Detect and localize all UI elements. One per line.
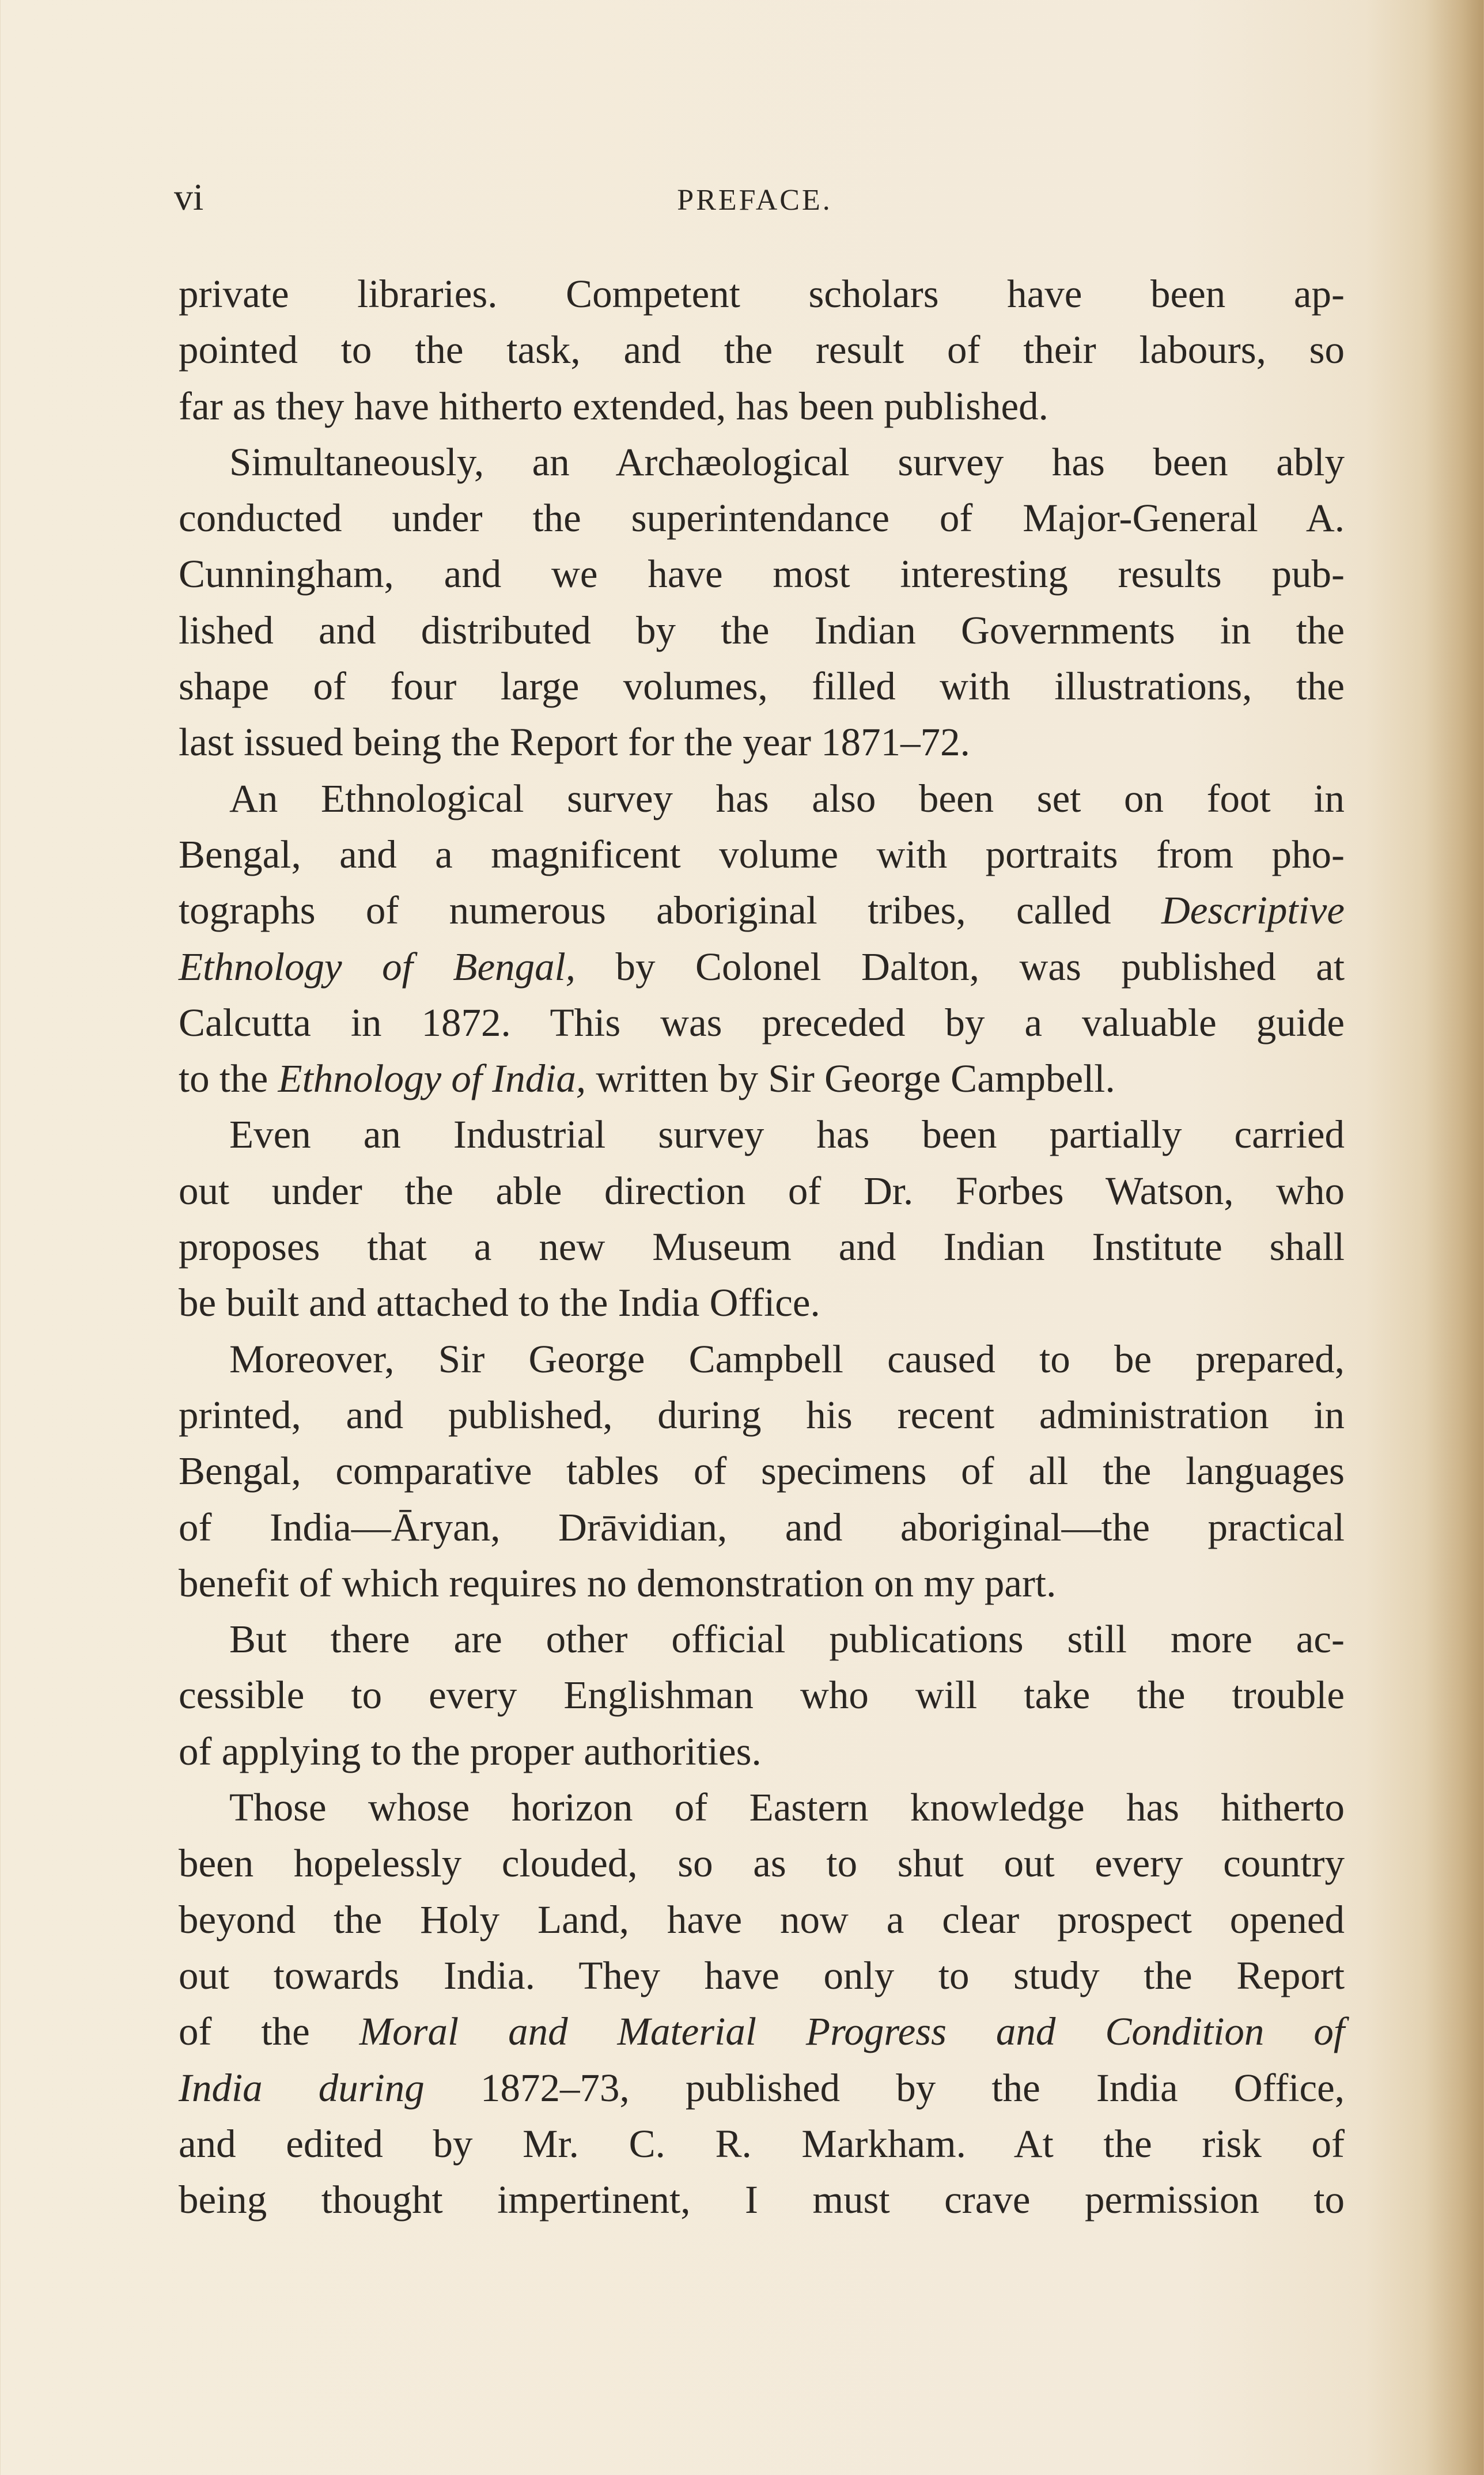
text-line xyxy=(179,379,1345,434)
text-segment: Bengal, comparative tables of specimens of all the languages xyxy=(179,1449,1345,1493)
text-line xyxy=(179,2060,1345,2116)
italic-title: Descriptive xyxy=(1161,888,1345,933)
text-segment: Bengal, and a magnificent volume with portraits from pho- xyxy=(179,832,1345,876)
paragraph xyxy=(179,434,1345,771)
running-title: PREFACE. xyxy=(677,184,832,217)
text-segment: shape of four large volumes, filled with illustrations, the xyxy=(179,664,1345,709)
text-line xyxy=(179,1667,1345,1723)
text-line xyxy=(179,939,1345,995)
paragraph xyxy=(179,1611,1345,1780)
page-number: vi xyxy=(174,176,204,218)
text-line xyxy=(179,2172,1345,2228)
paragraph xyxy=(179,1331,1345,1611)
italic-title: Ethnology of Bengal, xyxy=(179,944,576,989)
italic-title: Moral and Material Progress and Condition of xyxy=(359,2009,1345,2054)
text-line xyxy=(179,322,1345,378)
text-segment: Those whose horizon of Eastern knowledge has hitherto xyxy=(229,1785,1345,1830)
text-line xyxy=(179,1051,1345,1107)
text-segment: conducted under the superintendance of Major-General A. xyxy=(179,496,1345,540)
text-segment: private libraries. Competent scholars have been ap- xyxy=(179,272,1345,316)
text-segment: being thought impertinent, I must crave permission to xyxy=(179,2178,1345,2222)
text-line xyxy=(179,2004,1345,2060)
text-line xyxy=(179,659,1345,714)
text-segment: printed, and published, during his recent administration in xyxy=(179,1392,1345,1437)
text-line xyxy=(179,714,1345,770)
text-line xyxy=(179,1331,1345,1387)
text-segment: out towards India. They have only to study the Report xyxy=(179,1953,1345,1997)
text-segment: out under the able direction of Dr. Forbes Watson, who xyxy=(179,1168,1345,1213)
text-line xyxy=(179,827,1345,883)
text-segment: benefit of which requires no demonstration on my part. xyxy=(179,1561,1057,1605)
paragraph xyxy=(179,771,1345,1107)
text-line xyxy=(179,1500,1345,1556)
text-line xyxy=(179,1892,1345,1948)
text-line xyxy=(179,546,1345,602)
text-segment: been hopelessly clouded, so as to shut out every country xyxy=(179,1841,1345,1886)
text-line xyxy=(179,1387,1345,1443)
paragraph xyxy=(179,1780,1345,2228)
text-segment: cessible to every Englishman who will take the trouble xyxy=(179,1673,1345,1717)
text-segment: of the xyxy=(179,2009,359,2054)
text-segment: of applying to the proper authorities. xyxy=(179,1729,762,1773)
text-segment: pointed to the task, and the result of their labours, so xyxy=(179,328,1345,372)
text-segment: to the xyxy=(179,1057,278,1101)
text-segment: by Colonel Dalton, was published at xyxy=(576,944,1345,989)
paragraph xyxy=(179,1107,1345,1331)
text-segment: last issued being the Report for the year 1871–72. xyxy=(179,720,970,765)
text-line xyxy=(179,1724,1345,1780)
text-line xyxy=(179,603,1345,659)
text-line xyxy=(179,1948,1345,2004)
text-segment: tographs of numerous aboriginal tribes, called xyxy=(179,888,1161,933)
text-segment: proposes that a new Museum and Indian Institute shall xyxy=(179,1225,1345,1269)
text-line xyxy=(179,2116,1345,2172)
text-segment: An Ethnological survey has also been set on foot in xyxy=(229,776,1345,820)
body-text xyxy=(179,266,1345,2228)
text-line xyxy=(179,1219,1345,1275)
text-line xyxy=(179,1556,1345,1611)
text-line xyxy=(179,1780,1345,1836)
text-line xyxy=(179,434,1345,490)
text-line xyxy=(179,1107,1345,1163)
text-segment: Simultaneously, an Archæological survey has been ably xyxy=(229,440,1345,484)
text-segment: written by Sir George Campbell. xyxy=(586,1057,1115,1101)
text-line xyxy=(179,266,1345,322)
text-segment: Even an Industrial survey has been partially carried xyxy=(229,1112,1345,1157)
text-line xyxy=(179,1163,1345,1219)
text-segment: be built and attached to the India Office. xyxy=(179,1281,820,1325)
text-segment: Cunningham, and we have most interesting results pub- xyxy=(179,552,1345,596)
text-segment: lished and distributed by the Indian Governments in the xyxy=(179,608,1345,652)
text-line xyxy=(179,1611,1345,1667)
italic-title: Ethnology of India, xyxy=(278,1057,586,1101)
text-segment: But there are other official publications still more ac- xyxy=(229,1617,1345,1662)
text-line xyxy=(179,1275,1345,1331)
text-segment: 1872–73, published by the India Office, xyxy=(424,2065,1345,2110)
text-segment: of India—Āryan, Drāvidian, and aboriginal—the practical xyxy=(179,1505,1345,1549)
text-line xyxy=(179,995,1345,1051)
text-line xyxy=(179,771,1345,827)
text-line xyxy=(179,1836,1345,1891)
italic-title: India during xyxy=(179,2065,425,2110)
text-segment: Moreover, Sir George Campbell caused to be prepared, xyxy=(229,1337,1345,1381)
text-segment: and edited by Mr. C. R. Markham. At the risk of xyxy=(179,2121,1345,2166)
paragraph xyxy=(179,266,1345,434)
text-segment: Calcutta in 1872. This was preceded by a valuable guide xyxy=(179,1000,1345,1045)
text-line xyxy=(179,1443,1345,1499)
text-segment: beyond the Holy Land, have now a clear prospect opened xyxy=(179,1897,1345,1942)
text-line xyxy=(179,490,1345,546)
text-line xyxy=(179,883,1345,938)
text-segment: far as they have hitherto extended, has been published. xyxy=(179,384,1048,428)
